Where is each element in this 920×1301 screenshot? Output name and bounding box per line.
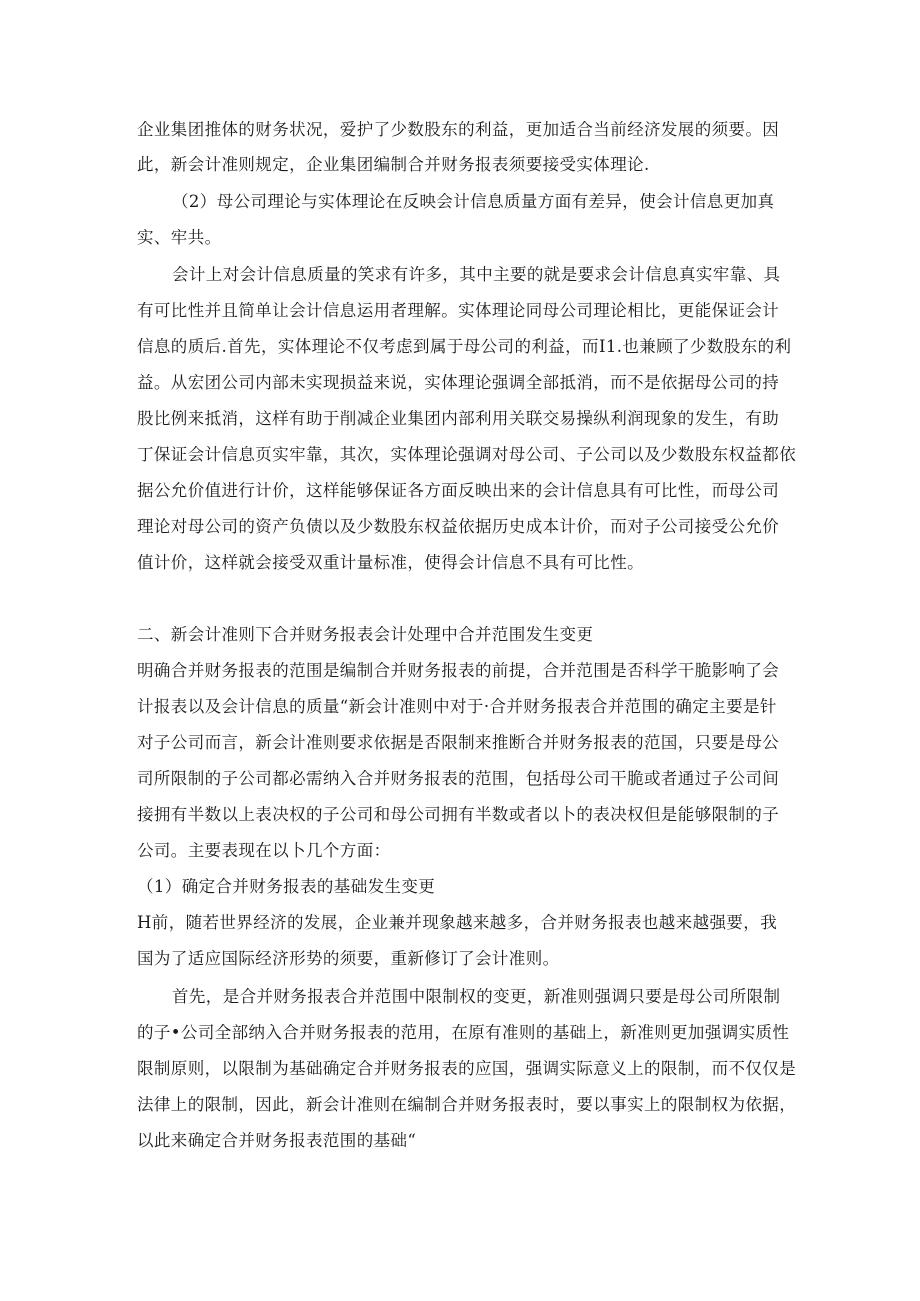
body-text-line: 限制原则，以限制为基础确定合并财务报表的应国，强调实际意义上的限制，而不仅仅是 [137,1059,797,1078]
body-text-line: 此，新会计准则规定，企业集团编制合并财务报表须要接受实体理论. [137,155,650,174]
body-text-line: （2）母公司理论与实体理论在反映会计信息质量方面有差异，使会计信息更加真 [172,192,775,211]
body-text-line: 据公允价值进行计价，这样能够保证各方面反映出来的会计信息具有可比性，而母公司 [137,481,780,500]
body-text-line: 计报表以及会计信息的质量“新会计准则中对于·合并财务报表合并范围的确定主要是针 [137,697,777,716]
body-text-line: 明确合并财务报表的范围是编制合并财务报表的前提，合并范围是否科学干脆影响了会 [137,661,780,680]
body-text-line: 值计价，这样就会接受双重计量标准，使得会计信息不具有可比性。 [137,553,644,572]
body-text-line: 有可比性并且简单让会计信息运用者理解。实体理论同母公司理论相比，更能保证会计 [137,301,780,320]
body-text-line: H前，随若世界经济的发展，企业兼并现象越来越多，合并财务报表也越来越强要，我 [137,913,778,932]
body-text-line: 司所限制的子公司都必需纳入合并财务报表的范围，包括母公司干脆或者通过子公司间 [137,769,780,788]
body-text-line: 接拥有半数以上表决权的子公司和母公司拥有半数或者以卜的表决权但是能够限制的子 [137,805,780,824]
body-text-line: 以此来确定合并财务报表范围的基础“ [137,1131,417,1150]
body-text-line: 企业集团推体的财务状况，爱护了少数股东的利益，更加适合当前经济发展的须要。因 [137,120,780,139]
subsection-heading: （1）确定合并财务报表的基础发生变更 [137,877,436,896]
body-text-line: 实、牢共。 [137,228,222,247]
body-text-line: 公司。主要表现在以卜几个方面： [137,841,391,860]
body-text-line: 益。从宏团公司内部未实现损益来说，实体理论强调全部抵消，而不是依据母公司的持 [137,373,780,392]
body-text-line: 会计上对会计信息质量的笑求有许多，其中主要的就是要求会计信息真实牢靠、具 [172,265,781,284]
body-text-line: 股比例来抵消，这样有助于削减企业集团内部利用关联交易操纵利润现象的发生，有助 [137,409,780,428]
body-text-line: 法律上的限制，因此，新会计准则在编制合并财务报表时，要以事实上的限制权为依据， [137,1095,797,1114]
body-text-line: 丁保证会计信息页实牢靠，其次，实体理论强调对母公司、子公司以及少数股东权益都依 [137,445,797,464]
body-text-line: 信息的质后.首先，实体理论不仅考虑到属于母公司的利益，而I1.也兼顾了少数股东的利 [137,337,792,356]
body-text-line: 国为了适应国际经济形势的须要，重新修订了会计准则。 [137,949,560,968]
body-text-line: 对子公司而言，新会计准则要求依据是否限制来推断合并财务报表的范国，只要是母公 [137,733,780,752]
section-heading: 二、新会计准则下合并财务报表会计处理中合并范围发生变更 [137,625,594,644]
body-text-line: 理论对母公司的资产负债以及少数股东权益依据历史成本计价，而对子公司接受公允价 [137,517,780,536]
body-text-line: 的子•公司全部纳入合并财务报表的范用，在原有准则的基础上，新准则更加强调实质性 [137,1023,790,1042]
body-text-line: 首先，是合并财务报表合并范围中限制权的变更，新准则强调只要是母公司所限制 [172,987,781,1006]
